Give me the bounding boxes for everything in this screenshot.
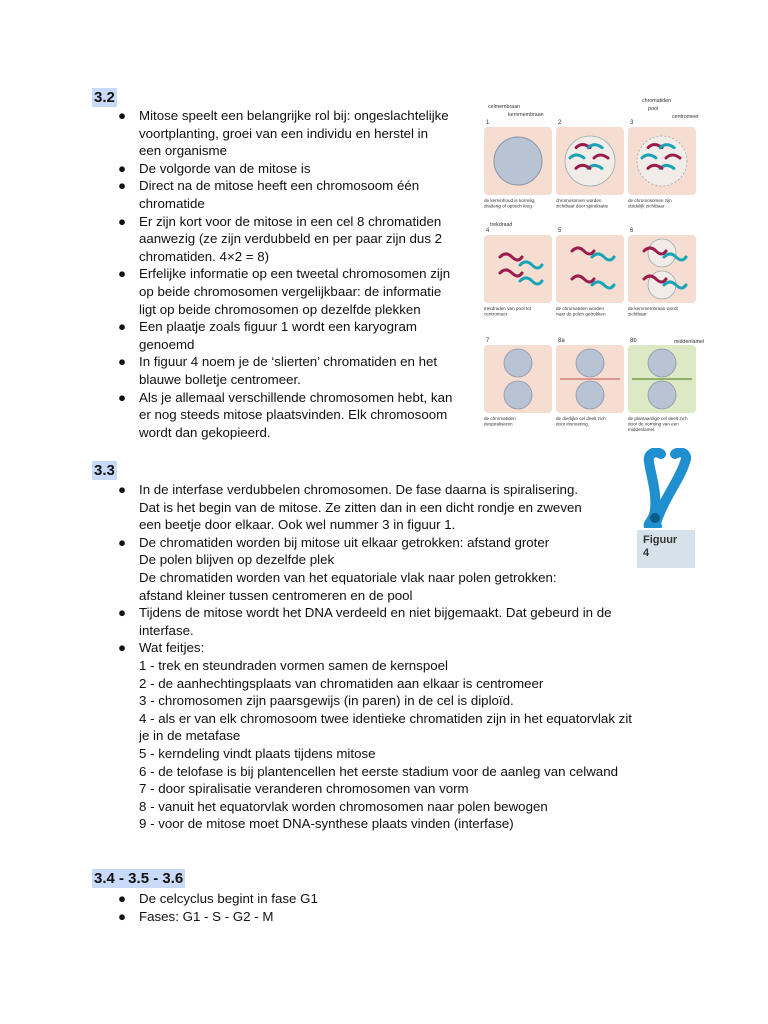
list-item-text: chromatide — [139, 195, 205, 211]
figure-4-label-word: Figuur — [643, 534, 678, 546]
bullet-dot: ● — [118, 482, 127, 497]
bullet-dot: ● — [118, 266, 127, 282]
daughter-nucleus — [648, 349, 676, 377]
list-item — [116, 213, 486, 266]
panel-caption: middenlamel. — [628, 427, 656, 433]
panel-number: 5 — [558, 228, 562, 234]
panel-number: 8a — [558, 338, 565, 344]
list-item-text: een beetje door elkaar. Ook wel nummer 3 in figuur 1. — [139, 517, 456, 533]
bullet-dot: ● — [118, 908, 127, 924]
panel-number: 6 — [630, 228, 634, 234]
daughter-nucleus — [576, 349, 604, 377]
bullet-dot: ● — [118, 354, 127, 370]
daughter-nucleus — [504, 349, 532, 377]
daughter-nucleus — [576, 381, 604, 409]
label-trekdraad: trekdraad — [490, 222, 513, 228]
panel-number: 8b — [630, 338, 637, 344]
list-item — [116, 639, 676, 833]
list-item-text: 9 - voor de mitose moet DNA-synthese plaats vinden (interfase) — [139, 816, 514, 832]
list-item-text: 2 - de aanhechtingsplaats van chromatiden aan elkaar is centromeer — [139, 675, 544, 691]
list-item — [116, 265, 486, 318]
list-item-text: Direct na de mitose heeft een chromosoom één — [139, 178, 420, 194]
list-item-text: genoemd — [139, 336, 195, 352]
list-item-text: 6 - de telofase is bij plantencellen het eerste stadium voor de aanleg van celwand — [139, 763, 618, 779]
panel-caption: door de vorming van een — [628, 421, 679, 427]
list-item-text: afstand kleiner tussen centromeren en de pool — [139, 587, 413, 603]
list-item-text: wordt dan gekopieerd. — [139, 424, 271, 440]
bullet-list-3-3 — [116, 481, 676, 833]
list-item-text: De volgorde van de mitose is — [139, 160, 311, 176]
bullet-list-3-2 — [116, 107, 486, 441]
panel-caption: zichtbaar — [628, 311, 647, 317]
label-pool: pool — [648, 106, 659, 112]
list-item-text: 7 - door spiralisatie veranderen chromosomen van vorm — [139, 781, 469, 797]
bullet-dot: ● — [118, 640, 127, 656]
list-item — [116, 604, 676, 639]
list-item-text: er nog steeds mitose plaatsvinden. Elk chromosoom — [139, 407, 448, 423]
list-item-text: ligt op beide chromosomen op dezelfde plekken — [139, 301, 421, 317]
daughter-nucleus — [504, 381, 532, 409]
panel-caption: de plantaardige cel deelt zich — [628, 416, 688, 421]
list-item-text: 5 - kerndeling vindt plaats tijdens mitose — [139, 745, 376, 761]
bullet-dot: ● — [118, 108, 127, 123]
list-item — [116, 908, 676, 926]
panel-caption: draderig of optisch leeg — [484, 203, 532, 209]
list-item-text: interfase. — [139, 622, 194, 638]
label-kernmembraan: kernmembraan — [508, 112, 544, 118]
list-item-text: een organisme — [139, 143, 227, 159]
list-item-text: aanwezig (ze zijn verdubbeld en per paar zijn dus 2 — [139, 231, 443, 247]
label-centromeer: centromeer — [672, 114, 699, 120]
panel-caption: de dierlijke cel deelt zich — [556, 416, 606, 421]
bullet-dot: ● — [118, 178, 127, 194]
bullet-dot: ● — [118, 160, 127, 176]
nucleus — [637, 136, 687, 186]
nucleus — [565, 136, 615, 186]
list-item-text: Erfelijke informatie op een tweetal chromosomen zijn — [139, 266, 451, 282]
daughter-nucleus — [648, 381, 676, 409]
bullet-dot: ● — [118, 389, 127, 405]
list-item-text: De polen blijven op dezelfde plek — [139, 552, 335, 568]
panel-caption: chromosomen worden — [556, 198, 602, 203]
figure-4-label-number: 4 — [643, 547, 650, 559]
panel-caption: zichtbaar door spiralisatie — [556, 203, 609, 209]
list-item — [116, 890, 676, 908]
list-item — [116, 107, 486, 160]
list-item-text: Een plaatje zoals figuur 1 wordt een karyogram — [139, 319, 417, 335]
panel-caption: naar de polen getrokken — [556, 311, 606, 317]
section-heading-3-2: 3.2 — [94, 89, 115, 106]
cell-panel — [556, 235, 624, 303]
panel-caption: de chromatiden — [484, 416, 516, 421]
list-item — [116, 353, 486, 388]
section-heading-3-4-3-6: 3.4 - 3.5 - 3.6 — [94, 870, 184, 887]
panel-caption: door insnoering. — [556, 421, 589, 427]
list-item-text: Tijdens de mitose wordt het DNA verdeeld en niet bijgemaakt. Dat gebeurd in de — [139, 605, 612, 621]
list-item-text: op beide chromosomen vergelijkbaar: de informatie — [139, 283, 442, 299]
list-item-text: De celcyclus begint in fase G1 — [139, 891, 318, 906]
list-item — [116, 534, 676, 604]
list-item-text: De chromatiden worden bij mitose uit elkaar getrokken: afstand groter — [139, 534, 550, 550]
bullet-dot: ● — [118, 605, 127, 621]
panel-number: 2 — [558, 120, 562, 126]
list-item — [116, 160, 486, 178]
mitosis-stages-illustration — [482, 95, 708, 440]
list-item-text: voortplanting, groei van een individu en herstel in — [139, 125, 429, 141]
list-item — [116, 389, 486, 442]
list-item-text: Er zijn kort voor de mitose in een cel 8 chromatiden — [139, 213, 442, 229]
panel-caption: de chromatiden worden — [556, 306, 605, 311]
nucleus — [494, 137, 542, 185]
list-item — [116, 177, 486, 212]
bullet-dot: ● — [118, 213, 127, 229]
panel-caption: trekdraden van pool tot — [484, 306, 531, 311]
list-item — [116, 318, 486, 353]
cell-panel — [484, 235, 552, 303]
mitosis-figure — [482, 95, 708, 440]
panel-number: 4 — [486, 228, 490, 234]
list-item-text: In figuur 4 noem je de ‘slierten’ chromatiden en het — [139, 354, 438, 370]
bullet-list-3-4 — [116, 890, 676, 925]
panel-caption: despiraliseren — [484, 421, 513, 427]
list-item-text: 8 - vanuit het equatorvlak worden chromosomen naar polen bewogen — [139, 798, 548, 814]
panel-caption: duidelijk zichtbaar — [628, 203, 665, 209]
panel-caption: de kerninhoud is korrelig, — [484, 198, 536, 203]
list-item-text: 3 - chromosomen zijn paarsgewijs (in paren) in de cel is diploïd. — [139, 693, 514, 709]
list-item-text: chromatiden. 4×2 = 8) — [139, 248, 270, 264]
panel-caption: centromeer — [484, 311, 508, 317]
label-celmembraan: celmembraan — [488, 104, 521, 110]
list-item-text: Fases: G1 - S - G2 - M — [139, 908, 274, 924]
panel-caption: de chromosomen zijn — [628, 198, 672, 203]
list-item — [116, 481, 676, 534]
list-item-text: Wat feitjes: — [139, 640, 205, 656]
list-item-text: Als je allemaal verschillende chromosomen hebt, kan — [139, 389, 453, 405]
list-item-text: je in de metafase — [139, 728, 241, 744]
list-item-text: blauwe bolletje centromeer. — [139, 371, 301, 387]
list-item-text: In de interfase verdubbelen chromosomen. De fase daarna is spiralisering. — [139, 482, 579, 497]
section-heading-3-3: 3.3 — [94, 462, 115, 479]
label-chromatiden: chromatiden — [642, 98, 672, 104]
list-item-text: Mitose speelt een belangrijke rol bij: ongeslachtelijke — [139, 108, 449, 123]
list-item-text: 1 - trek en steundraden vormen samen de kernspoel — [139, 657, 448, 673]
panel-number: 7 — [486, 338, 490, 344]
bullet-dot: ● — [118, 319, 127, 335]
bullet-dot: ● — [118, 534, 127, 550]
list-item-text: De chromatiden worden van het equatoriale vlak naar polen getrokken: — [139, 569, 557, 585]
panel-number: 1 — [486, 120, 490, 126]
list-item-text: 4 - als er van elk chromosoom twee identieke chromatiden zijn in het equatorvlak zit — [139, 710, 632, 726]
label-middenlamel: middenlamel — [674, 339, 705, 345]
panel-number: 3 — [630, 120, 634, 126]
panel-caption: de kernmembraan wordt — [628, 306, 678, 311]
list-item-text: Dat is het begin van de mitose. Ze zitten dan in een dicht rondje en zweven — [139, 499, 582, 515]
bullet-dot: ● — [118, 891, 127, 906]
